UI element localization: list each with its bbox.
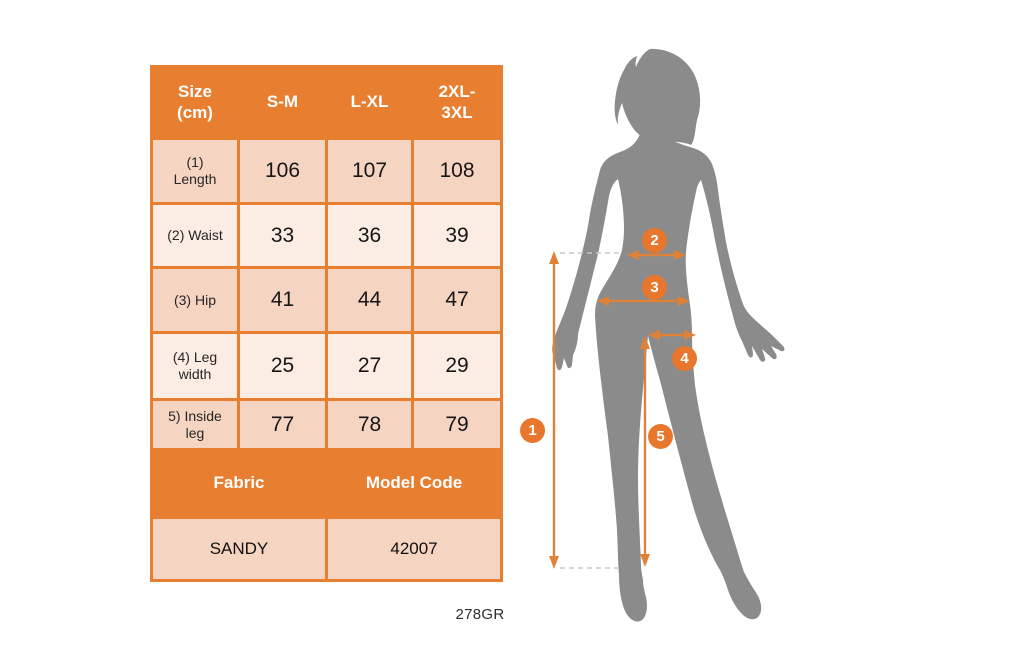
weight-note: 278GR — [455, 606, 505, 623]
measurement-label: (3) Hip — [152, 268, 239, 333]
measurement-value: 25 — [239, 333, 327, 400]
col-header-2xl-3xl: 2XL-3XL — [413, 67, 502, 139]
measurement-label: 5) Inside leg — [152, 400, 239, 450]
fabric-value-cell: SANDY — [152, 518, 327, 581]
size-unit-header-label: Size (cm) — [177, 82, 213, 122]
measurement-value: 41 — [239, 268, 327, 333]
model-code-value-cell: 42007 — [327, 518, 502, 581]
measurement-label: (1) Length — [152, 139, 239, 204]
marker-badge-length: 1 — [520, 418, 545, 443]
measure-arrow-length — [549, 251, 559, 569]
measurement-value: 106 — [239, 139, 327, 204]
measurement-label: (2) Waist — [152, 204, 239, 268]
marker-badge-inside-leg: 5 — [648, 424, 673, 449]
col-header-l-xl: L-XL — [327, 67, 413, 139]
measurement-value: 107 — [327, 139, 413, 204]
marker-badge-hip: 3 — [642, 275, 667, 300]
measurement-value: 39 — [413, 204, 502, 268]
measurement-label: (4) Leg width — [152, 333, 239, 400]
measurement-value: 79 — [413, 400, 502, 450]
model-code-header-cell: Model Code — [327, 450, 502, 518]
measurement-value: 47 — [413, 268, 502, 333]
marker-badge-waist: 2 — [642, 228, 667, 253]
measurement-value: 108 — [413, 139, 502, 204]
measurement-value: 29 — [413, 333, 502, 400]
measurement-value: 78 — [327, 400, 413, 450]
measurement-value: 77 — [239, 400, 327, 450]
measurement-value: 27 — [327, 333, 413, 400]
measurement-value: 36 — [327, 204, 413, 268]
col-header-s-m: S-M — [239, 67, 327, 139]
measurement-value: 33 — [239, 204, 327, 268]
marker-badge-leg-width: 4 — [672, 346, 697, 371]
fabric-header-cell: Fabric — [152, 450, 327, 518]
measurement-value: 44 — [327, 268, 413, 333]
